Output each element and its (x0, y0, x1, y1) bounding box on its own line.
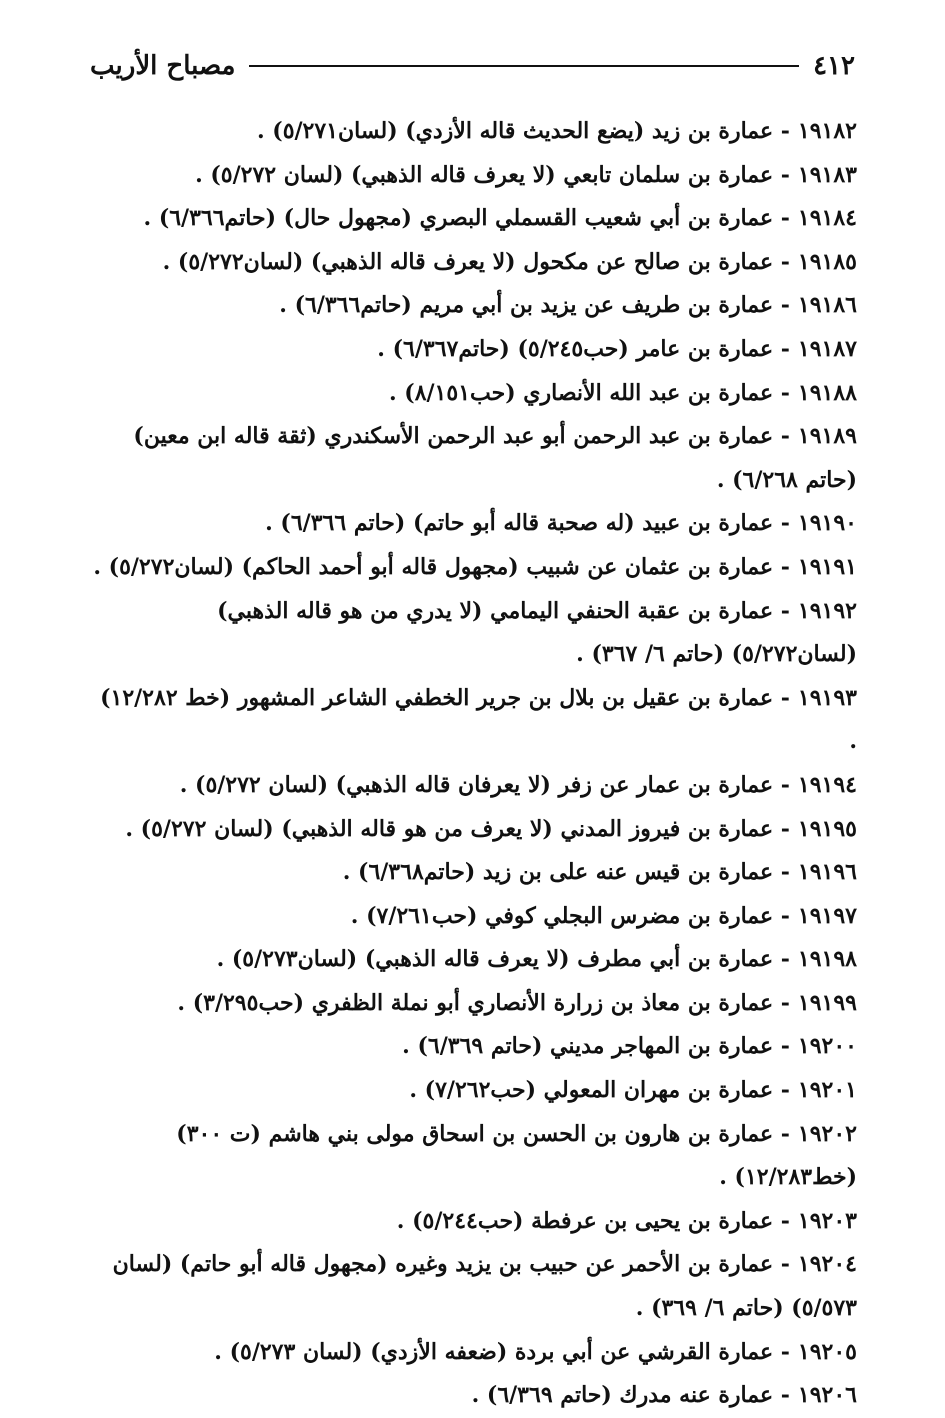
entry-text: - عمارة بن عبيد (له صحبة قاله أبو حاتم) (حاتم ٦/٣٦٦) . (265, 510, 790, 537)
list-item (87, 110, 857, 154)
entry-number: ١٩١٩٩ (797, 989, 857, 1016)
list-item (87, 764, 857, 808)
entry-text: - عمارة بن طريف عن يزيد بن أبي مريم (حاتم٦/٣٦٦) . (279, 292, 790, 319)
header-rule (249, 65, 799, 67)
list-item (87, 982, 857, 1026)
entry-number: ١٩١٩٥ (797, 815, 857, 842)
entry-text: - عمارة بن قيس عنه على بن زيد (حاتم٦/٣٦٨) . (342, 859, 790, 886)
entry-number: ١٩١٩٧ (797, 902, 857, 929)
entry-number: ١٩١٩٢ (797, 597, 857, 624)
list-item (87, 1243, 857, 1330)
book-title: مصباح الأريب (90, 51, 236, 81)
entry-text: - عمارة بن عمار عن زفر (لا يعرفان قاله الذهبي) (لسان ٥/٢٧٢) . (179, 771, 790, 798)
entry-text: - عمارة بن زيد (يضع الحديث قاله الأزدي) (لسان٥/٢٧١) . (256, 118, 790, 144)
entry-number: ١٩٢٠١ (797, 1077, 857, 1104)
list-item (87, 284, 857, 328)
page-header (90, 46, 855, 86)
list-item (87, 1331, 857, 1375)
entry-number: ١٩١٨٨ (797, 379, 857, 406)
entry-text: - عمارة بن معاذ بن زرارة الأنصاري أبو نملة الظفري (حب٣/٢٩٥) . (177, 989, 790, 1016)
list-item (87, 1374, 857, 1418)
page-number: ٤١٢ (813, 51, 855, 81)
list-item (87, 938, 857, 982)
entry-text: - عمارة بن عامر (حب٥/٢٤٥) (حاتم٦/٣٦٧) . (377, 335, 790, 362)
list-item (87, 677, 857, 764)
entry-number: ١٩٢٠٦ (797, 1382, 857, 1409)
entry-text: - عمارة بن أبي شعيب القسملي البصري (مجهول حال) (حاتم٦/٣٦٦) . (143, 205, 790, 232)
entry-number: ١٩١٨٧ (797, 335, 857, 362)
entry-text: - عمارة بن عقيل بن بلال بن جرير الخطفي الشاعر المشهور (خط ١٢/٢٨٢) . (100, 684, 857, 755)
entry-text: - عمارة بن المهاجر مديني (حاتم ٦/٣٦٩) . (402, 1033, 790, 1060)
entries-list (87, 110, 857, 1418)
entry-number: ١٩١٩١ (797, 553, 857, 580)
entry-text: - عمارة القرشي عن أبي بردة (ضعفه الأزدي) (لسان ٥/٢٧٣) . (214, 1338, 790, 1365)
entry-text: - عمارة عنه مدرك (حاتم ٦/٣٦٩) . (471, 1382, 790, 1409)
list-item (87, 328, 857, 372)
entry-text: - عمارة بن فيروز المدني (لا يعرف من هو قاله الذهبي) (لسان ٥/٢٧٢) . (125, 815, 790, 842)
entry-text: - عمارة بن عبد الرحمن أبو عبد الرحمن الأسكندري (ثقة قاله ابن معين) (حاتم ٦/٢٦٨) . (133, 423, 857, 493)
entry-text: - عمارة بن عثمان عن شبيب (مجهول قاله أبو أحمد الحاكم) (لسان٥/٢٧٢) . (93, 553, 790, 580)
entry-number: ١٩١٩٣ (797, 684, 857, 711)
list-item (87, 502, 857, 546)
list-item (87, 415, 857, 502)
entry-number: ١٩١٨٢ (797, 118, 857, 144)
list-item (87, 197, 857, 241)
entry-text: - عمارة بن مهران المعولي (حب٧/٢٦٢) . (409, 1077, 790, 1104)
entry-text: - عمارة بن عبد الله الأنصاري (حب٨/١٥١) . (388, 379, 790, 406)
list-item (87, 546, 857, 590)
entry-text: - عمارة بن صالح عن مكحول (لا يعرف قاله الذهبي) (لسان٥/٢٧٢) . (162, 248, 790, 275)
list-item (87, 1113, 857, 1200)
entry-number: ١٩١٨٩ (797, 423, 857, 450)
entry-number: ١٩١٩٨ (797, 946, 857, 973)
entry-text: - عمارة بن الأحمر عن حبيب بن يزيد وغيره (مجهول قاله أبو حاتم) (لسان ٥/٥٧٣) (حاتم ٦/ ٣٦٩) . (112, 1251, 857, 1322)
entry-number: ١٩١٨٦ (797, 292, 857, 319)
list-item (87, 372, 857, 416)
list-item (87, 1069, 857, 1113)
entry-number: ١٩١٩٠ (797, 510, 857, 537)
entry-text: - عمارة بن يحيى بن عرفطة (حب٥/٢٤٤) . (396, 1207, 790, 1234)
entry-number: ١٩١٨٣ (797, 161, 857, 188)
entry-text: - عمارة بن مضرس البجلي كوفي (حب٧/٢٦١) . (350, 902, 790, 929)
entry-number: ١٩٢٠٣ (797, 1207, 857, 1234)
entry-number: ١٩٢٠٥ (797, 1338, 857, 1365)
entry-text: - عمارة بن عقبة الحنفي اليمامي (لا يدري من هو قاله الذهبي) (لسان٥/٢٧٢) (حاتم ٦/ ٣٦٧) . (217, 597, 857, 668)
list-item (87, 1025, 857, 1069)
entry-number: ١٩٢٠٤ (797, 1251, 857, 1278)
list-item (87, 154, 857, 198)
entry-number: ١٩١٨٤ (797, 205, 857, 232)
list-item (87, 895, 857, 939)
list-item (87, 851, 857, 895)
entry-number: ١٩١٩٤ (797, 771, 857, 798)
entry-number: ١٩٢٠٢ (797, 1120, 857, 1147)
entry-number: ١٩١٩٦ (797, 859, 857, 886)
entry-text: - عمارة بن سلمان تابعي (لا يعرف قاله الذهبي) (لسان ٥/٢٧٢) . (195, 161, 790, 188)
entry-number: ١٩٢٠٠ (797, 1033, 857, 1060)
list-item (87, 590, 857, 677)
entry-text: - عمارة بن هارون بن الحسن بن اسحاق مولى بني هاشم (ت ٣٠٠) (خط١٢/٢٨٣) . (176, 1120, 857, 1191)
list-item (87, 808, 857, 852)
entry-number: ١٩١٨٥ (797, 248, 857, 275)
entry-text: - عمارة بن أبي مطرف (لا يعرف قاله الذهبي) (لسان٥/٢٧٣) . (216, 946, 790, 973)
list-item (87, 241, 857, 285)
list-item (87, 1200, 857, 1244)
